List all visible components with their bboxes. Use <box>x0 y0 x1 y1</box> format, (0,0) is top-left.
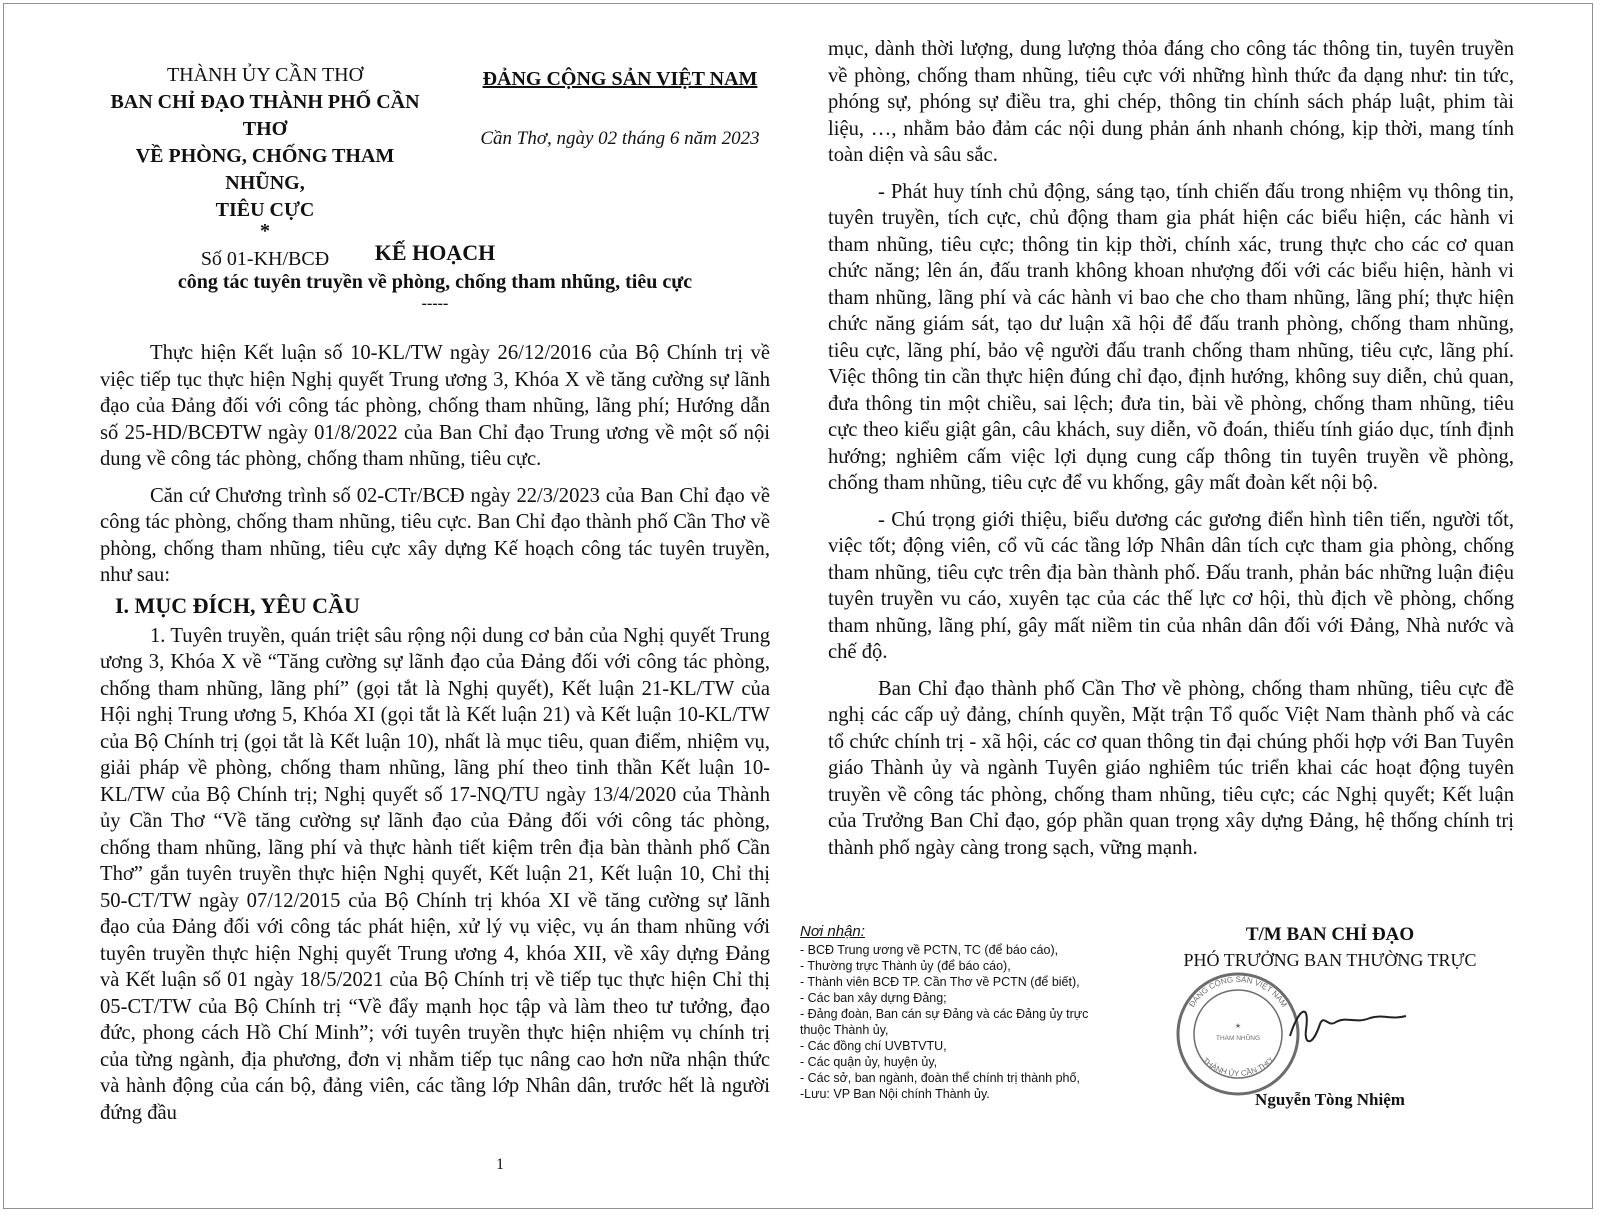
recipient-item: - Thành viên BCĐ TP. Cần Thơ về PCTN (để biết), <box>800 975 1080 989</box>
stamp-bottom-text: THÀNH ỦY CẦN THƠ <box>1200 1055 1276 1079</box>
document-number: Số 01-KH/BCĐ <box>200 248 330 270</box>
recipient-item: -Lưu: VP Ban Nội chính Thành ủy. <box>800 1087 990 1101</box>
paragraph-3: 1. Tuyên truyền, quán triệt sâu rộng nội dung cơ bản của Nghị quyết Trung ương 3, Khóa X về “Tăng cường sự lãnh đạo của Đảng đối với công tác phòng, chống tham nhũng, lãng phí” (gọi tắt là Nghị quyết), Kết luận 21-KL/TW của Hội nghị Trung ương 5, Khóa XI (gọi tắt là Kết luận 21) và Kết luận 10-KL/TW của Bộ Chính trị (gọi tắt là Kết luận 10), nhất là mục tiêu, quan điểm, nhiệm vụ, giải pháp về phòng, chống tham nhũng, lãng phí theo tinh thần Kết luận 10-KL/TW của Bộ Chính trị; Nghị quyết số 17-NQ/TU ngày 13/4/2020 của Thành ủy Cần Thơ “Về tăng cường sự lãnh đạo của Đảng đối với công tác phòng, chống tham nhũng, lãng phí và thực hành tiết kiệm trên địa bàn thành phố Cần Thơ” gắn tuyên truyền thực hiện Nghị quyết, Kết luận 21, Kết luận 10, Chỉ thị 50-CT/TW ngày 07/12/2015 của Bộ Chính trị khóa XI về tăng cường sự lãnh đạo của Đảng đối với công tác phát hiện, xử lý vụ việc, vụ án tham nhũng với tuyên truyền thực hiện Nghị quyết Trung ương 4, khóa XII, về xây dựng Đảng và Kết luận số 01 ngày 18/5/2021 của Bộ Chính trị về tiếp tục thực hiện Chỉ thị 05-CT/TW của Bộ Chính trị “Về đẩy mạnh học tập và làm theo tư tưởng, đạo đức, phong cách Hồ Chí Minh”; với tuyên truyền thực hiện nhiệm vụ chính trị của từng ngành, địa phương, đơn vị nhằm tiếp tục nâng cao hơn nữa nhận thức và hành động của cán bộ, đảng viên, các tầng lớp Nhân dân, trước hết là người đứng đầu <box>100 624 770 1124</box>
recipient-item: thuộc Thành ủy, <box>800 1023 889 1037</box>
page-number: 1 <box>496 1156 504 1173</box>
svg-text:THÀNH ỦY CẦN THƠ <box>1201 1056 1275 1078</box>
recipient-item: - Các ban xây dựng Đảng; <box>800 991 947 1005</box>
recipient-item: - Đảng đoàn, Ban cán sự Đảng và các Đảng ủy trực <box>800 1007 1089 1021</box>
document-title: KẾ HOẠCH <box>374 240 496 265</box>
paragraph-r3: - Chú trọng giới thiệu, biểu dương các gương điển hình tiên tiến, người tốt, việc tốt; động viên, cổ vũ các tầng lớp Nhân dân tích cực tham gia phòng, chống tham nhũng, tiêu cực trên địa bàn thành phố. Đấu tranh, phản bác những luận điệu tuyên truyền vu cáo, xuyên tạc của các thế lực cơ hội, thù địch về phòng, chống tham nhũng, lãng phí, gây mất niềm tin của nhân dân đối với Đảng, Nhà nước và chế độ. <box>828 508 1514 663</box>
paragraph-r4: Ban Chỉ đạo thành phố Cần Thơ về phòng, chống tham nhũng, tiêu cực đề nghị các cấp uỷ đảng, chính quyền, Mặt trận Tổ quốc Việt Nam thành phố và các tổ chức chính trị - xã hội, các cơ quan thông tin đại chúng phối hợp với Ban Tuyên giáo Thành ủy và ngành Tuyên giáo nghiêm túc triển khai các hoạt động tuyên truyền về công tác phòng, chống tham nhũng, tiêu cực; các Nghị quyết; Kết luận của Trưởng Ban Chỉ đạo, góp phần quan trọng xây dựng Đảng, hệ thống chính trị thành phố ngày càng trong sạch, vững mạnh. <box>828 677 1514 859</box>
section-heading-1: I. MỤC ĐÍCH, YÊU CẦU <box>115 592 360 618</box>
recipient-item: - Thường trực Thành ủy (để báo cáo), <box>800 959 1011 973</box>
title-divider: ----- <box>421 295 449 312</box>
issuer-line4: TIÊU CỰC <box>215 199 315 221</box>
stamp-top-text: ĐẢNG CỘNG SẢN VIỆT NAM <box>1187 974 1289 1009</box>
svg-text:ĐẢNG CỘNG SẢN VIỆT NAM <box>1187 975 1289 1009</box>
recipient-item: - Các đồng chí UVBTVTU, <box>800 1039 947 1053</box>
left-body <box>100 340 770 1126</box>
svg-text:THAM NHŨNG: THAM NHŨNG <box>1215 1035 1261 1042</box>
signature-position: PHÓ TRƯỞNG BAN THƯỜNG TRỰC <box>1183 950 1477 970</box>
issuer-steering-committee: BAN CHỈ ĐẠO THÀNH PHỐ CẦN THƠ <box>110 91 420 140</box>
issuer-party-committee: THÀNH ỦY CẦN THƠ <box>166 64 364 86</box>
paragraph-r1: mục, dành thời lượng, dung lượng thỏa đáng cho công tác thông tin, tuyên truyền về phòng, chống tham nhũng, tiêu cực với những hình thức đa dạng như: tin tức, phóng sự, phóng sự điều tra, ghi chép, thông tin chính sách pháp luật, phim tài liệu, …, nhằm bảo đảm các nội dung phản ánh nhanh chóng, kịp thời, mang tính toàn diện và sâu sắc. <box>828 38 1514 166</box>
recipients-heading: Nơi nhận: <box>800 923 865 940</box>
stamp-and-signature <box>1160 970 1500 1110</box>
paragraph-r2: - Phát huy tính chủ động, sáng tạo, tính chiến đấu trong nhiệm vụ thông tin, tuyên truyền, tích cực, chủ động tham gia phát hiện các biểu hiện, các hành vi tham nhũng, tiêu cực; thông tin kịp thời, chính xác, trung thực cho các cơ quan chức năng; lên án, đấu tranh không khoan nhượng đối với các biểu hiện, hành vi tham nhũng, lãng phí và các hành vi bao che cho tham nhũng, lãng phí; thực hiện chức năng giám sát, tạo dư luận xã hội để đấu tranh phòng, chống tham nhũng, tiêu cực, lãng phí, bảo vệ người đấu tranh chống tham nhũng, tiêu cực, lãng phí. Việc thông tin cần thực hiện đúng chỉ đạo, định hướng, không suy diễn, chủ quan, đưa thông tin một chiều, sai lệch; đưa tin, bài về phòng, chống tham nhũng, tiêu cực theo kiểu giật gân, câu khách, suy diễn, võ đoán, thiếu tính giáo dục, tính định hướng; nghiêm cấm việc lợi dụng cung cấp thông tin tuyên truyền về phòng, chống tham nhũng, tiêu cực để vu khống, gây mất đoàn kết nội bộ. <box>828 180 1514 494</box>
document-title-block <box>100 238 770 312</box>
handwritten-signature <box>1290 1012 1406 1042</box>
document-subtitle: công tác tuyên truyền về phòng, chống tham nhũng, tiêu cực <box>177 271 693 293</box>
svg-text:★: ★ <box>1234 1023 1242 1030</box>
star-separator: * <box>260 220 270 242</box>
nation-block <box>460 68 780 150</box>
paragraph-1: Thực hiện Kết luận số 10-KL/TW ngày 26/12/2016 của Bộ Chính trị về việc tiếp tục thực hiện Nghị quyết Trung ương 3, Khóa X về tăng cường sự lãnh đạo của Đảng đối với công tác phòng, chống tham nhũng, lãng phí; Hướng dẫn số 25-HD/BCĐTW ngày 01/8/2022 của Ban Chỉ đạo Trung ương về một số nội dung về công tác phòng, chống tham nhũng, tiêu cực. <box>100 342 770 470</box>
recipient-item: - Các quận ủy, huyện ủy, <box>800 1055 938 1069</box>
party-name: ĐẢNG CỘNG SẢN VIỆT NAM <box>482 68 758 90</box>
document-date: Cần Thơ, ngày 02 tháng 6 năm 2023 <box>480 128 760 149</box>
right-body <box>828 36 1514 861</box>
signature-on-behalf: T/M BAN CHỈ ĐẠO <box>1245 924 1415 945</box>
signer-name: Nguyễn Tòng Nhiệm <box>1255 1090 1405 1109</box>
issuer-line3: VỀ PHÒNG, CHỐNG THAM NHŨNG, <box>135 145 395 194</box>
recipients-block <box>800 922 1180 1102</box>
paragraph-2: Căn cứ Chương trình số 02-CTr/BCĐ ngày 22/3/2023 của Ban Chỉ đạo về công tác phòng, chống tham nhũng, tiêu cực. Ban Chỉ đạo thành phố Cần Thơ về phòng, chống tham nhũng, tiêu cực xây dựng Kế hoạch công tác tuyên truyền, như sau: <box>100 484 770 586</box>
recipient-item: - Các sở, ban ngành, đoàn thể chính trị thành phố, <box>800 1071 1080 1085</box>
recipient-item: - BCĐ Trung ương về PCTN, TC (để báo cáo), <box>800 943 1059 957</box>
signature-block <box>1160 922 1500 1109</box>
official-stamp <box>1178 974 1298 1094</box>
